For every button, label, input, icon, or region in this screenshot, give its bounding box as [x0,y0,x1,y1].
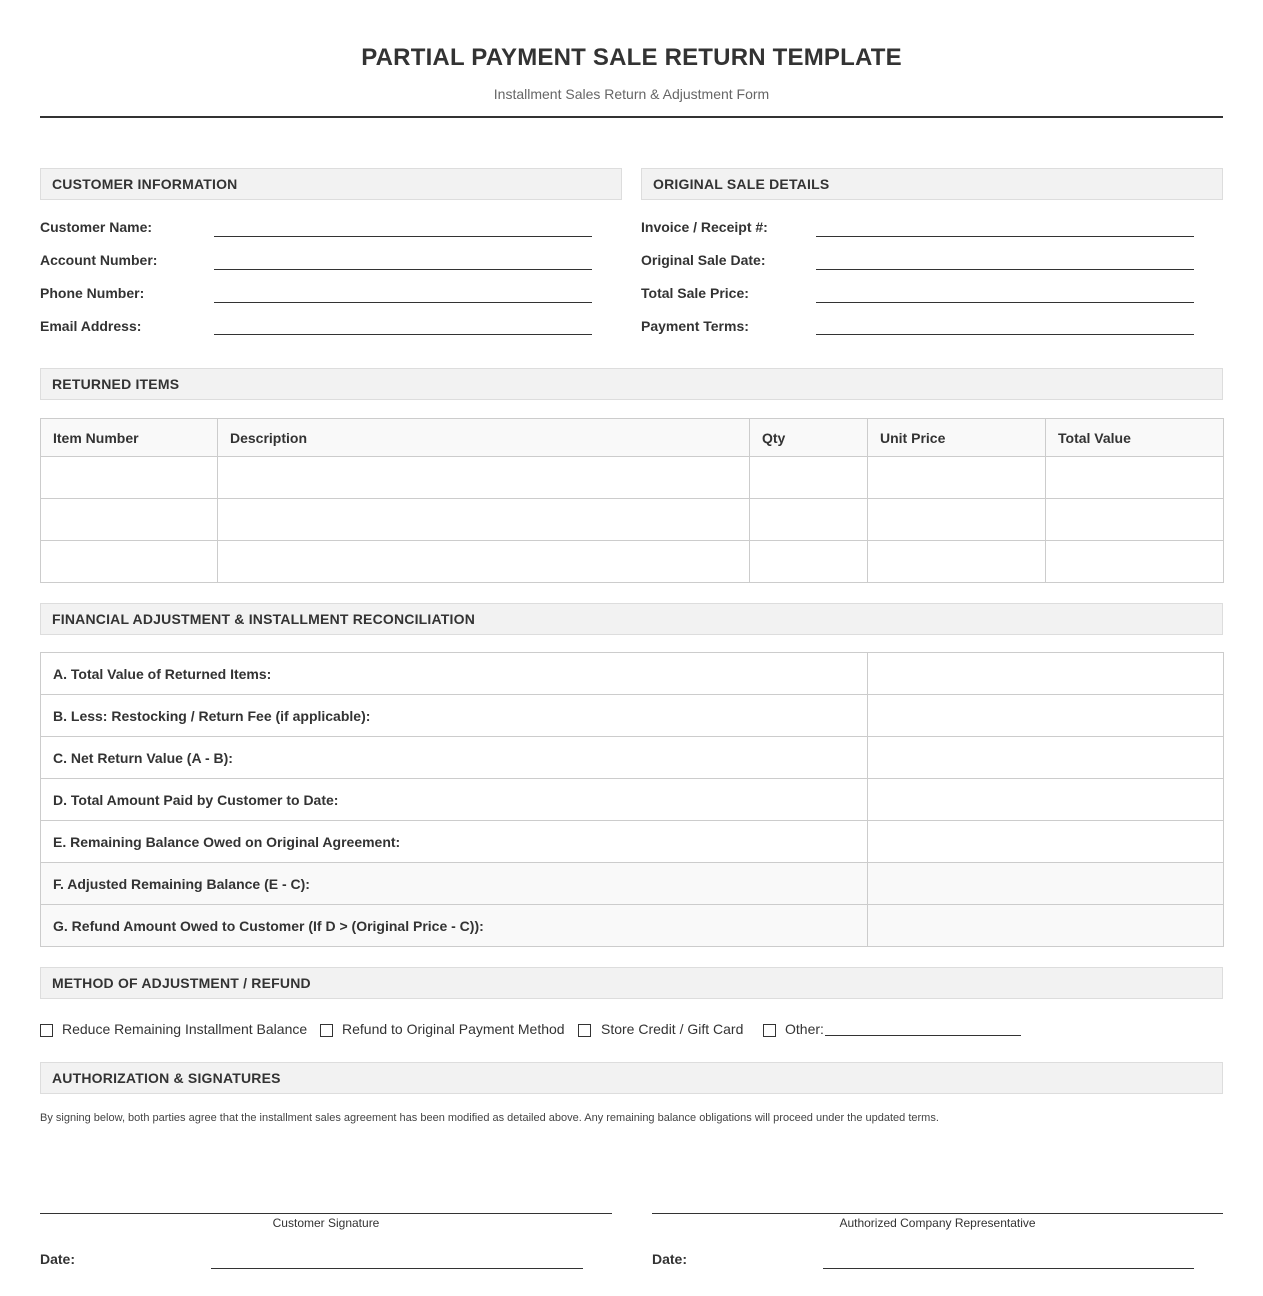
unit-price-cell[interactable] [868,541,1046,583]
table-row [41,863,1224,905]
customer-signature-label: Customer Signature [272,1216,380,1230]
payment-terms-label: Payment Terms: [641,318,749,334]
other-checkbox[interactable] [763,1024,776,1037]
unit-price-cell[interactable] [868,457,1046,499]
payment-terms-field[interactable] [816,334,1194,335]
company-date-field[interactable] [823,1268,1194,1269]
table-row [41,499,1224,541]
customer-name-label: Customer Name: [40,219,153,235]
phone-number-field[interactable] [214,302,592,303]
page-subtitle: Installment Sales Return & Adjustment Form [493,86,770,102]
reconciliation-label-f: F. Adjusted Remaining Balance (E - C): [41,863,868,905]
qty-cell[interactable] [750,541,868,583]
original-sale-heading: ORIGINAL SALE DETAILS [641,168,1223,200]
phone-number-label: Phone Number: [40,285,145,301]
invoice-receipt-field[interactable] [816,236,1194,237]
refund-original-label: Refund to Original Payment Method [342,1021,565,1037]
reconciliation-label-c: C. Net Return Value (A - B): [41,737,868,779]
customer-date-field[interactable] [211,1268,583,1269]
table-header-row [41,419,1224,457]
original-sale-date-field[interactable] [816,269,1194,270]
customer-signature-field[interactable] [40,1213,612,1214]
column-header-item-number: Item Number [41,419,218,457]
reconciliation-value-d[interactable] [868,779,1224,821]
reconciliation-value-e[interactable] [868,821,1224,863]
refund-original-checkbox[interactable] [320,1024,333,1037]
item-number-cell[interactable] [41,499,218,541]
company-signature-field[interactable] [652,1213,1223,1214]
email-address-label: Email Address: [40,318,142,334]
column-header-qty: Qty [750,419,868,457]
reconciliation-value-g[interactable] [868,905,1224,947]
reconciliation-label-a: A. Total Value of Returned Items: [41,653,868,695]
item-number-cell[interactable] [41,541,218,583]
reconciliation-table [40,652,1224,947]
financial-adjustment-heading: FINANCIAL ADJUSTMENT & INSTALLMENT RECONCILIATION [40,603,1223,635]
reduce-balance-checkbox[interactable] [40,1024,53,1037]
method-heading: METHOD OF ADJUSTMENT / REFUND [40,967,1223,999]
reconciliation-label-d: D. Total Amount Paid by Customer to Date: [41,779,868,821]
table-row [41,457,1224,499]
reconciliation-label-g: G. Refund Amount Owed to Customer (If D > (Original Price - C)): [41,905,868,947]
description-cell[interactable] [218,499,750,541]
description-cell[interactable] [218,457,750,499]
reconciliation-value-f[interactable] [868,863,1224,905]
store-credit-checkbox[interactable] [578,1024,591,1037]
table-row [41,905,1224,947]
header-divider [40,116,1223,118]
qty-cell[interactable] [750,499,868,541]
column-header-description: Description [218,419,750,457]
table-row [41,653,1224,695]
company-signature-label: Authorized Company Representative [839,1216,1036,1230]
authorization-disclaimer: By signing below, both parties agree that the installment sales agreement has been modified as detailed above. Any remaining balance obligations will proceed under the updated terms. [40,1112,939,1124]
other-label: Other: [785,1021,824,1037]
total-value-cell[interactable] [1046,457,1224,499]
page-title: PARTIAL PAYMENT SALE RETURN TEMPLATE [361,44,902,71]
email-address-field[interactable] [214,334,592,335]
description-cell[interactable] [218,541,750,583]
unit-price-cell[interactable] [868,499,1046,541]
company-date-label: Date: [652,1251,688,1267]
total-sale-price-label: Total Sale Price: [641,285,749,301]
total-value-cell[interactable] [1046,541,1224,583]
customer-date-label: Date: [40,1251,76,1267]
reconciliation-value-c[interactable] [868,737,1224,779]
customer-name-field[interactable] [214,236,592,237]
total-sale-price-field[interactable] [816,302,1194,303]
total-value-cell[interactable] [1046,499,1224,541]
table-row [41,695,1224,737]
table-row [41,737,1224,779]
column-header-unit-price: Unit Price [868,419,1046,457]
column-header-total-value: Total Value [1046,419,1224,457]
reconciliation-label-e: E. Remaining Balance Owed on Original Agreement: [41,821,868,863]
item-number-cell[interactable] [41,457,218,499]
table-row [41,821,1224,863]
reconciliation-value-b[interactable] [868,695,1224,737]
table-row [41,541,1224,583]
qty-cell[interactable] [750,457,868,499]
customer-info-heading: CUSTOMER INFORMATION [40,168,622,200]
store-credit-label: Store Credit / Gift Card [601,1021,744,1037]
table-row [41,779,1224,821]
returned-items-table [40,418,1224,583]
account-number-field[interactable] [214,269,592,270]
invoice-receipt-label: Invoice / Receipt #: [641,219,768,235]
reconciliation-label-b: B. Less: Restocking / Return Fee (if applicable): [41,695,868,737]
other-field[interactable] [825,1035,1021,1036]
returned-items-heading: RETURNED ITEMS [40,368,1223,400]
authorization-heading: AUTHORIZATION & SIGNATURES [40,1062,1223,1094]
reduce-balance-label: Reduce Remaining Installment Balance [62,1021,308,1037]
account-number-label: Account Number: [40,252,158,268]
reconciliation-value-a[interactable] [868,653,1224,695]
original-sale-date-label: Original Sale Date: [641,252,766,268]
